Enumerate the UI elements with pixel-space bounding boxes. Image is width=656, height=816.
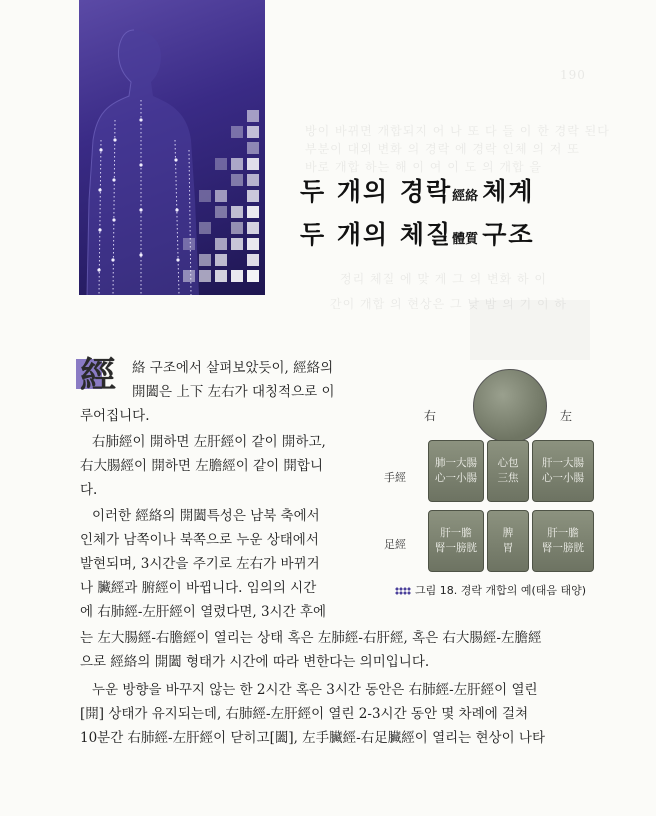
right-label: 右 xyxy=(424,409,437,423)
left-label: 左 xyxy=(560,409,573,423)
box-top: 心包 xyxy=(497,457,519,469)
meridian-box xyxy=(428,510,484,572)
text-line: 다. xyxy=(80,482,98,498)
box-bottom: 腎一膀胱 xyxy=(435,542,477,554)
title-1-main: 두 개의 경락 xyxy=(300,177,453,206)
text-line: 나 臟經과 腑經이 바뀝니다. 임의의 시간 xyxy=(80,580,317,596)
text-line: 이러한 經絡의 開闔특성은 남북 축에서 xyxy=(92,508,320,524)
drop-cap: 經 xyxy=(80,354,117,396)
text-line: 루어집니다. xyxy=(80,408,150,424)
text-line: 에 右肺經-左肝經이 열렸다면, 3시간 후에 xyxy=(80,604,327,620)
box-top: 脾 xyxy=(502,527,514,539)
title-2-end: 구조 xyxy=(482,220,535,249)
text-line: 絡 구조에서 살펴보았듯이, 經絡의 xyxy=(132,360,334,376)
title-2-hanja: 體質 xyxy=(452,232,479,247)
title-1-end: 체계 xyxy=(482,177,535,206)
box-top: 肝一大腸 xyxy=(542,457,584,469)
text-line: 인체가 남쪽이나 북쪽으로 누운 상태에서 xyxy=(80,532,319,548)
diagram-circle xyxy=(473,369,547,443)
meridian-box xyxy=(487,440,529,502)
text-line: 10분간 右肺經-左肝經이 닫히고[闔], 左手臟經-右足臟經이 열리는 현상이 나타 xyxy=(80,730,545,746)
box-bottom: 心一小腸 xyxy=(435,472,477,484)
title-line-1 xyxy=(300,172,630,208)
box-bottom: 心一小腸 xyxy=(542,472,584,484)
box-top: 肝一膽 xyxy=(440,527,472,539)
figure-caption xyxy=(395,582,586,598)
box-bottom: 三焦 xyxy=(497,472,519,484)
title-1-hanja: 經絡 xyxy=(452,189,479,204)
caption-dots-icon xyxy=(395,587,411,595)
text-line: 발현되며, 3시간을 주기로 左右가 바뀌거 xyxy=(80,556,320,572)
text-line: 右肺經이 開하면 左肝經이 같이 開하고, xyxy=(92,434,326,450)
box-bottom: 胃 xyxy=(502,542,514,554)
title-line-2 xyxy=(300,215,630,251)
box-top: 肝一膽 xyxy=(547,527,579,539)
meridian-box xyxy=(428,440,484,502)
text-line: 누운 방향을 바꾸지 않는 한 2시간 혹은 3시간 동안은 右肺經-左肝經이 열린 xyxy=(92,682,538,698)
caption-text: 그림 18. 경락 개합의 예(태음 태양) xyxy=(415,584,587,597)
text-line: 右大腸經이 開하면 左膽經이 같이 開합니 xyxy=(80,458,323,474)
header-image xyxy=(79,0,265,295)
row-label-foot: 足經 xyxy=(384,538,406,551)
row-label-hand: 手經 xyxy=(384,471,406,484)
title-2-main: 두 개의 체질 xyxy=(300,220,453,249)
box-bottom: 腎一膀胱 xyxy=(542,542,584,554)
meridian-diagram xyxy=(384,362,599,602)
text-line: 으로 經絡의 開闔 형태가 시간에 따라 변한다는 의미입니다. xyxy=(80,654,430,670)
meridian-box xyxy=(532,440,594,502)
meridian-box xyxy=(532,510,594,572)
box-top: 肺一大腸 xyxy=(435,457,477,469)
text-line: 開闔은 上下 左右가 대칭적으로 이 xyxy=(132,384,335,400)
text-line: 는 左大腸經-右膽經이 열리는 상태 혹은 左肺經-右肝經, 혹은 右大腸經-左膽經 xyxy=(80,630,542,646)
text-line: [開] 상태가 유지되는데, 右肺經-左肝經이 열린 2-3시간 동안 몇 차례에 걸쳐 xyxy=(80,706,529,722)
meridian-box xyxy=(487,510,529,572)
